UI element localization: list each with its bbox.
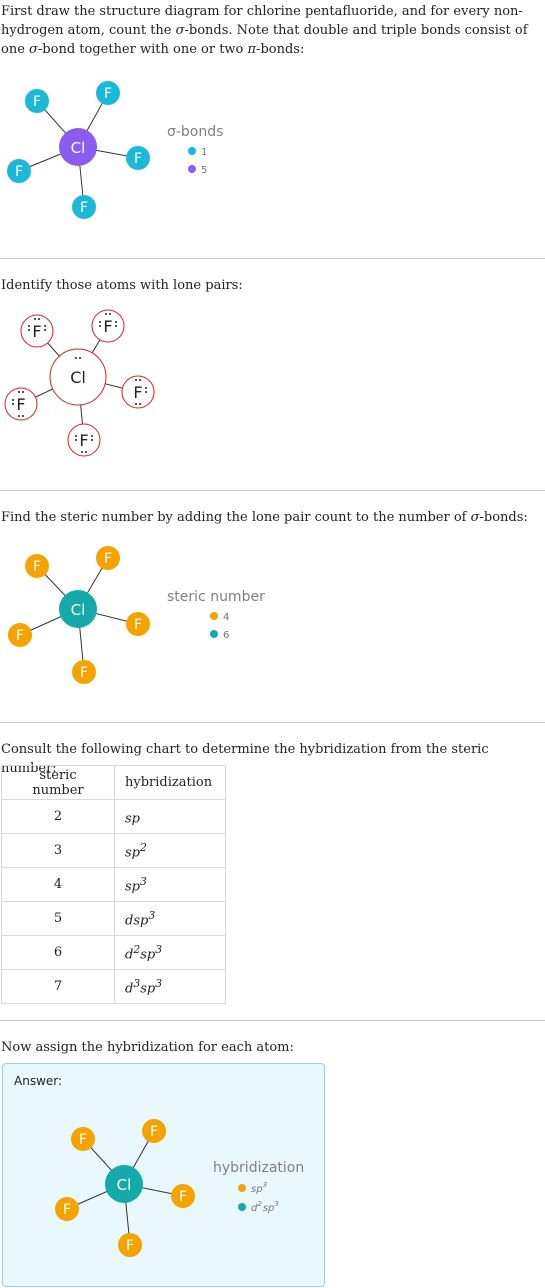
atom-f-left: [8, 623, 32, 647]
lone-pairs-paragraph: [1, 276, 543, 295]
table-row: [2, 970, 226, 1004]
steric-number-cell: 5: [2, 902, 115, 936]
chart-text: Consult the following chart to determine the hybridization from the steric number:: [1, 742, 489, 776]
atom-cl-center: [105, 1165, 143, 1203]
atom-cl-center: [59, 590, 97, 628]
divider: [0, 490, 545, 491]
divider: [0, 722, 545, 723]
table-row: [2, 902, 226, 936]
hybridization-table: [1, 765, 226, 1004]
legend-item: 5: [201, 165, 208, 176]
atom-f-bottom: F: [79, 431, 89, 450]
svg-text:F: F: [79, 200, 89, 216]
table-row: [2, 868, 226, 902]
table-row: [2, 834, 226, 868]
steric-number-cell: 2: [2, 800, 115, 834]
sigma-symbol: σ: [29, 42, 38, 57]
atom-f-top-left: [25, 89, 49, 113]
sigma-bonds-diagram: [0, 70, 300, 245]
legend-title: σ-bonds: [167, 124, 224, 140]
hybridization-cell: $sp^2$: [115, 834, 226, 868]
atom-f-left: [7, 159, 31, 183]
svg-text:F: F: [15, 628, 25, 644]
atom-f-top-right: [96, 81, 120, 105]
hybridization-cell: dsp$^3$: [115, 902, 226, 936]
steric-number-cell: 3: [2, 834, 115, 868]
svg-text:F: F: [78, 1132, 88, 1148]
legend-title: steric number: [167, 589, 265, 605]
legend-marker: [238, 1203, 246, 1211]
svg-text:F: F: [125, 1238, 135, 1254]
answer-box: [2, 1063, 325, 1287]
legend-item: 4: [223, 612, 230, 623]
svg-text:F: F: [32, 559, 42, 575]
hybridization-cell: $d^2sp^3$: [115, 936, 226, 970]
svg-text:Cl: Cl: [116, 1176, 132, 1194]
legend-item: $d^2sp^3$: [251, 1200, 279, 1214]
steric-legend: [167, 589, 265, 641]
atom-f-top-right: [96, 546, 120, 570]
answer-label: Answer:: [14, 1074, 63, 1088]
table-row: [2, 800, 226, 834]
lone-pairs-text: Identify those atoms with lone pairs:: [1, 278, 243, 293]
assign-paragraph: [1, 1038, 543, 1057]
atom-cl-center: Cl: [70, 368, 86, 387]
sigma-symbol: σ: [175, 23, 185, 38]
svg-text:F: F: [14, 164, 24, 180]
steric-number-diagram: [0, 532, 300, 692]
legend-marker: [188, 147, 196, 155]
atom-f-left: [55, 1197, 79, 1221]
svg-text:Cl: Cl: [70, 139, 86, 157]
assign-text: Now assign the hybridization for each atom:: [1, 1040, 294, 1055]
svg-text:F: F: [62, 1202, 72, 1218]
atom-f-right: [126, 612, 150, 636]
legend-marker: [210, 612, 218, 620]
intro-text-c: -bond together with one or two: [37, 42, 248, 57]
atom-f-right: [171, 1184, 195, 1208]
svg-text:F: F: [133, 151, 143, 167]
atom-f-left: F: [16, 395, 26, 414]
steric-text-b: -bonds:: [479, 510, 528, 525]
lone-pairs-diagram: [0, 300, 200, 475]
legend-item: 1: [201, 147, 208, 158]
atom-f-right: F: [133, 383, 143, 402]
intro-text-a: First draw the structure diagram for chlorine pentafluoride, and for every non-hydrogen atom, count the: [1, 4, 523, 38]
table-row: [2, 936, 226, 970]
atom-f-top-right: F: [103, 317, 113, 336]
atom-f-bottom: [72, 195, 96, 219]
hybridization-legend: [213, 1160, 304, 1214]
sigma-legend: [167, 124, 223, 176]
svg-text:Cl: Cl: [70, 601, 86, 619]
pi-symbol: π: [247, 42, 257, 57]
svg-text:F: F: [149, 1124, 159, 1140]
legend-marker: [210, 630, 218, 638]
legend-item: 6: [223, 630, 230, 641]
divider: [0, 258, 545, 259]
atom-f-bottom: [72, 660, 96, 684]
answer-diagram: [3, 1064, 324, 1286]
atom-f-top-right: [142, 1119, 166, 1143]
divider: [0, 1020, 545, 1021]
table-header-row: [2, 766, 226, 800]
atom-cl-center: [59, 128, 97, 166]
legend-marker: [238, 1184, 246, 1192]
hybridization-cell: $d^3sp^3$: [115, 970, 226, 1004]
atom-f-bottom: [118, 1233, 142, 1257]
hybridization-cell: $sp^3$: [115, 868, 226, 902]
steric-paragraph: [1, 508, 543, 527]
hybridization-cell: sp: [115, 800, 226, 834]
svg-text:F: F: [178, 1189, 188, 1205]
svg-text:F: F: [79, 665, 89, 681]
legend-marker: [188, 165, 196, 173]
legend-title: hybridization: [213, 1160, 305, 1176]
atom-f-right: [126, 146, 150, 170]
steric-number-cell: 6: [2, 936, 115, 970]
atom-f-top-left: [25, 554, 49, 578]
column-header: steric number: [2, 766, 115, 800]
legend-item: $sp^3$: [251, 1181, 268, 1195]
intro-text-d: -bonds:: [256, 42, 305, 57]
steric-number-cell: 4: [2, 868, 115, 902]
intro-text-b: -bonds. Note that double and triple bonds consist of one: [1, 23, 528, 57]
steric-number-cell: 7: [2, 970, 115, 1004]
intro-paragraph: [1, 2, 543, 59]
sigma-symbol: σ: [470, 510, 480, 525]
svg-text:F: F: [32, 94, 42, 110]
svg-text:F: F: [103, 551, 113, 567]
column-header: hybridization: [115, 766, 226, 800]
svg-text:F: F: [103, 86, 113, 102]
steric-text-a: Find the steric number by adding the lone pair count to the number of: [1, 510, 471, 525]
svg-text:F: F: [133, 617, 143, 633]
atom-f-top-left: [71, 1127, 95, 1151]
atom-f-top-left: F: [32, 322, 42, 341]
